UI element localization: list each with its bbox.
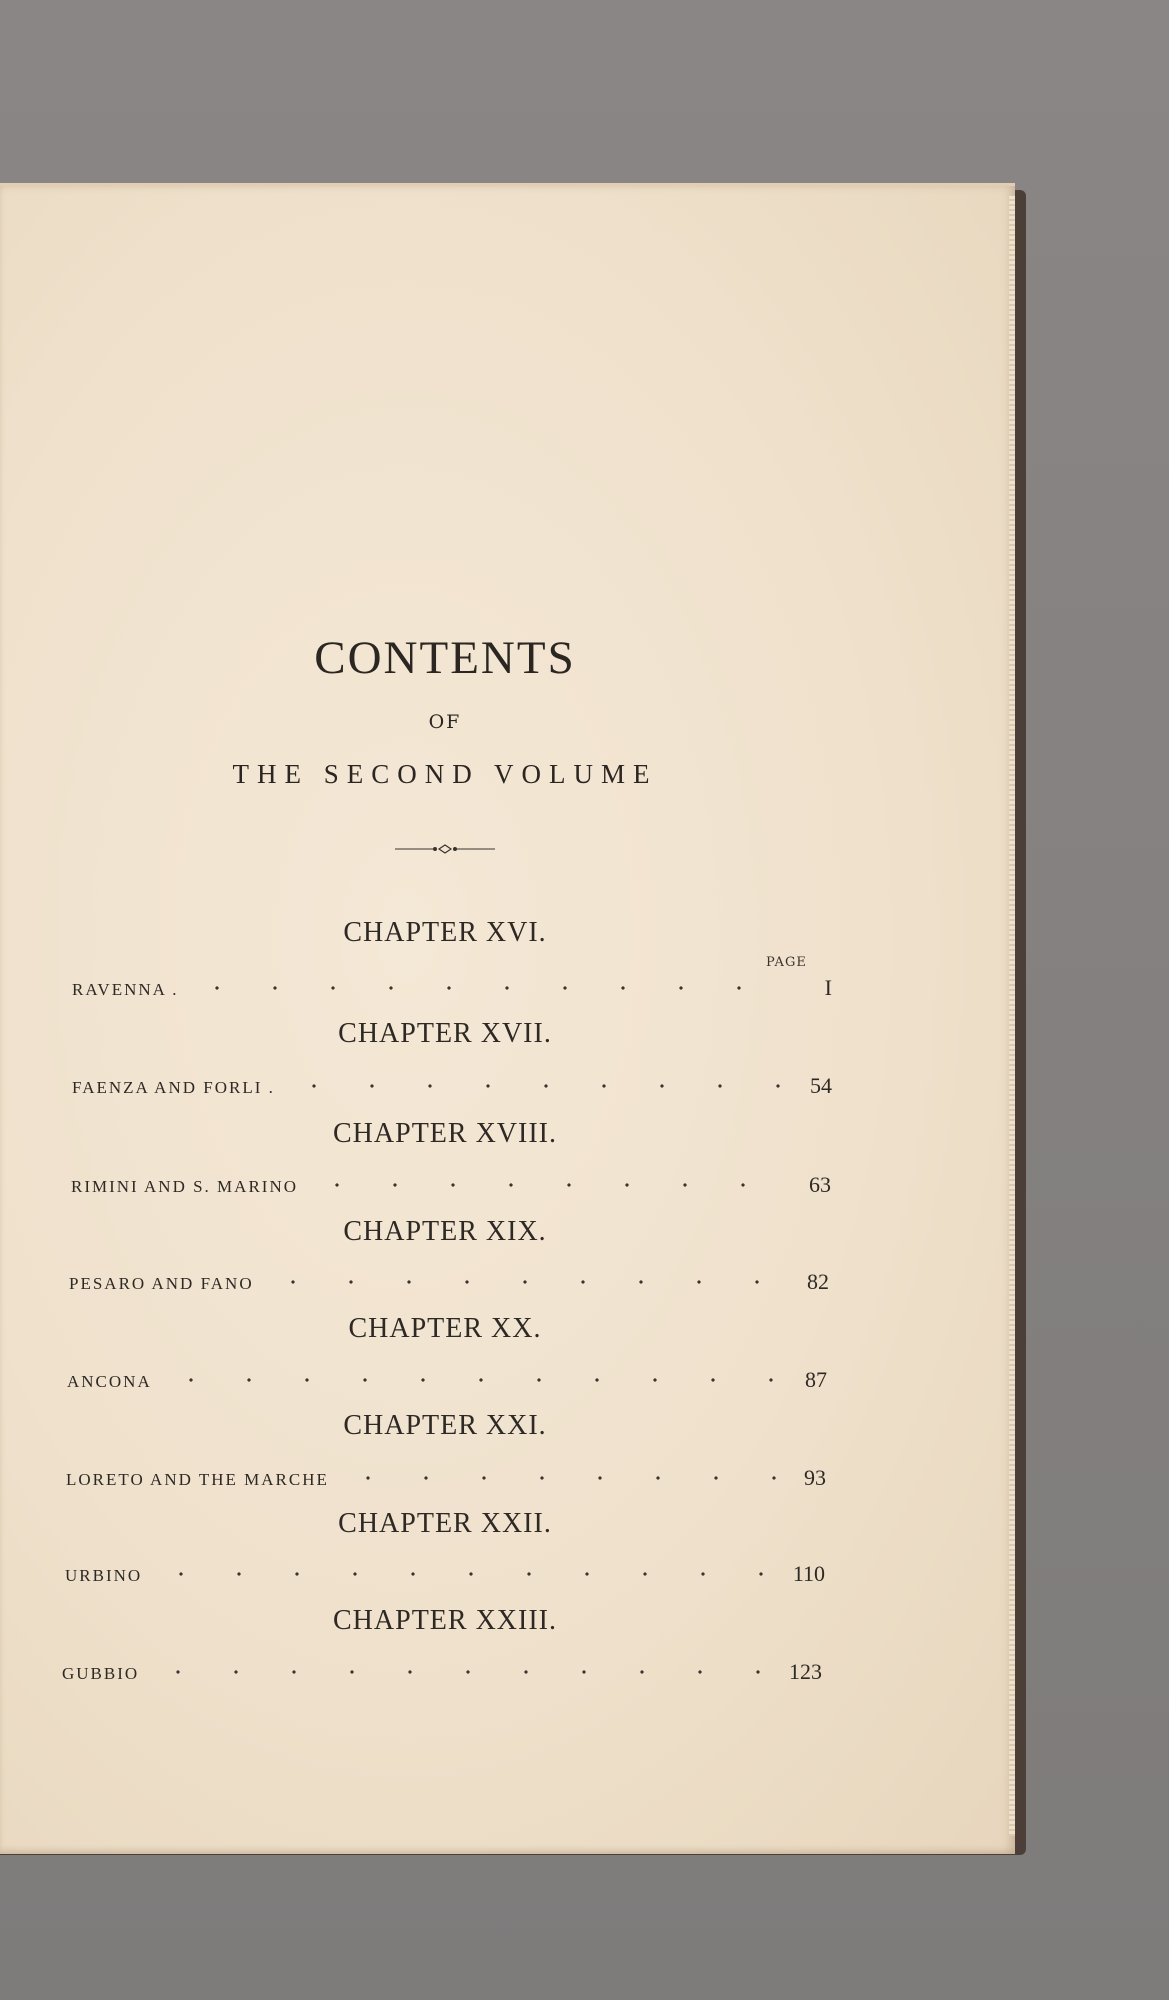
toc-entry-page: 93	[804, 1465, 826, 1490]
toc-entry-page: 123	[789, 1659, 822, 1684]
dot-leader	[308, 1182, 791, 1188]
contents-title: CONTENTS	[314, 632, 576, 684]
toc-entry-page: 82	[807, 1269, 829, 1294]
toc-entry-title: RIMINI AND S. MARINO	[71, 1177, 299, 1196]
chapter-heading-xxi: CHAPTER XXI.	[343, 1410, 547, 1441]
dot-leader	[152, 1571, 783, 1577]
toc-entry-title: RAVENNA .	[72, 980, 179, 999]
toc-entry-page: I	[824, 975, 832, 1000]
book-page	[0, 183, 1015, 1854]
dot-leader	[162, 1377, 787, 1383]
toc-entry-title: ANCONA	[67, 1372, 152, 1391]
chapter-heading-xix: CHAPTER XIX.	[343, 1216, 547, 1247]
contents-subtitle: THE SECOND VOLUME	[232, 759, 658, 789]
toc-entry	[72, 975, 832, 1001]
toc-entry-page: 63	[809, 1172, 831, 1197]
toc-entry-title: URBINO	[65, 1566, 143, 1585]
toc-entry	[62, 1659, 822, 1685]
toc-entry-title: PESARO AND FANO	[69, 1274, 254, 1293]
chapter-heading-xvi: CHAPTER XVI.	[343, 917, 547, 948]
dot-leader	[149, 1669, 779, 1675]
toc-entry-title: FAENZA AND FORLI .	[72, 1078, 275, 1097]
dot-leader	[339, 1475, 786, 1481]
toc-entry	[67, 1367, 827, 1393]
toc-entry-title: LORETO AND THE MARCHE	[66, 1470, 329, 1489]
toc-entry	[71, 1172, 831, 1198]
toc-entry-page: 110	[792, 1561, 825, 1586]
page-column-label: PAGE	[766, 955, 807, 970]
chapter-heading-xviii: CHAPTER XVIII.	[333, 1118, 557, 1149]
dot-leader	[188, 985, 792, 991]
toc-entry	[66, 1465, 826, 1491]
contents-of: OF	[428, 711, 462, 733]
toc-entry-page: 54	[810, 1073, 832, 1098]
chapter-heading-xx: CHAPTER XX.	[348, 1313, 542, 1344]
toc-entry-title: GUBBIO	[62, 1664, 140, 1683]
toc-entry	[72, 1073, 832, 1099]
chapter-heading-xvii: CHAPTER XVII.	[338, 1018, 552, 1049]
ornament-divider-icon	[395, 842, 495, 856]
dot-leader	[285, 1083, 792, 1089]
toc-entry	[65, 1561, 825, 1587]
toc-entry	[69, 1269, 829, 1295]
dot-leader	[264, 1279, 789, 1285]
page-edge	[1009, 196, 1015, 1836]
toc-entry-page: 87	[805, 1367, 827, 1392]
chapter-heading-xxii: CHAPTER XXII.	[338, 1508, 552, 1539]
chapter-heading-xxiii: CHAPTER XXIII.	[333, 1605, 557, 1636]
